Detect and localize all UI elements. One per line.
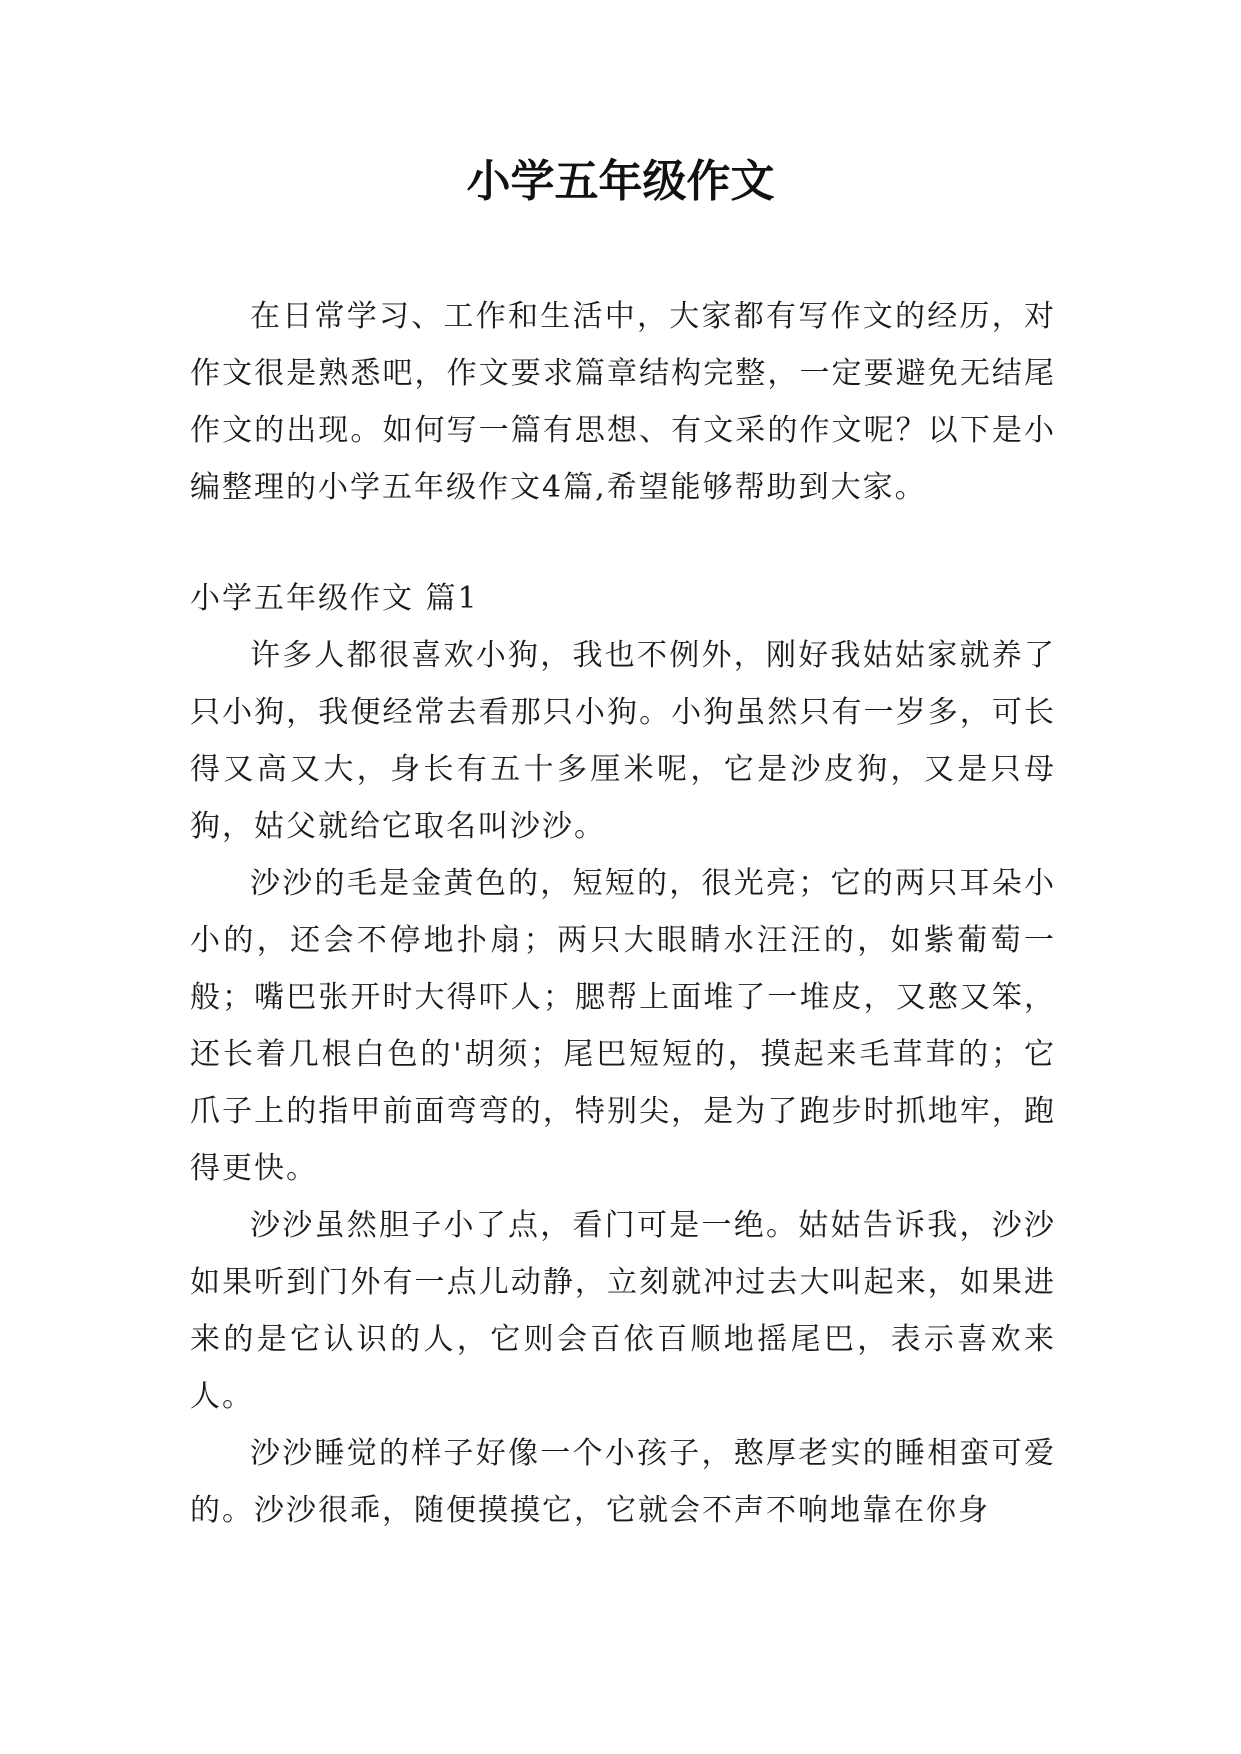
section-heading: 小学五年级作文 篇1 — [190, 581, 479, 616]
document-body — [190, 288, 1056, 1539]
intro-paragraph: 在日常学习、工作和生活中，大家都有写作文的经历，对作文很是熟悉吧，作文要求篇章结构完整，一定要避免无结尾作文的出现。如何写一篇有思想、有文采的作文呢？以下是小编整理的小学五年级作文4篇,希望能够帮助到大家。 — [190, 299, 1056, 505]
body-paragraph-1: 许多人都很喜欢小狗，我也不例外，刚好我姑姑家就养了只小狗，我便经常去看那只小狗。小狗虽然只有一岁多，可长得又高又大，身长有五十多厘米呢，它是沙皮狗，又是只母狗，姑父就给它取名叫沙沙。 — [190, 638, 1056, 844]
body-paragraph-4: 沙沙睡觉的样子好像一个小孩子，憨厚老实的睡相蛮可爱的。沙沙很乖，随便摸摸它，它就会不声不响地靠在你身 — [190, 1436, 1056, 1528]
body-paragraph-2: 沙沙的毛是金黄色的，短短的，很光亮；它的两只耳朵小小的，还会不停地扑扇；两只大眼睛水汪汪的，如紫葡萄一般；嘴巴张开时大得吓人；腮帮上面堆了一堆皮，又憨又笨，还长着几根白色的'胡须；尾巴短短的，摸起来毛茸茸的；它爪子上的指甲前面弯弯的，特别尖，是为了跑步时抓地牢，跑得更快。 — [190, 866, 1056, 1186]
body-paragraph-3: 沙沙虽然胆子小了点，看门可是一绝。姑姑告诉我，沙沙如果听到门外有一点儿动静，立刻就冲过去大叫起来，如果进来的是它认识的人，它则会百依百顺地摇尾巴，表示喜欢来人。 — [190, 1208, 1056, 1414]
page-title: 小学五年级作文 — [466, 156, 775, 207]
